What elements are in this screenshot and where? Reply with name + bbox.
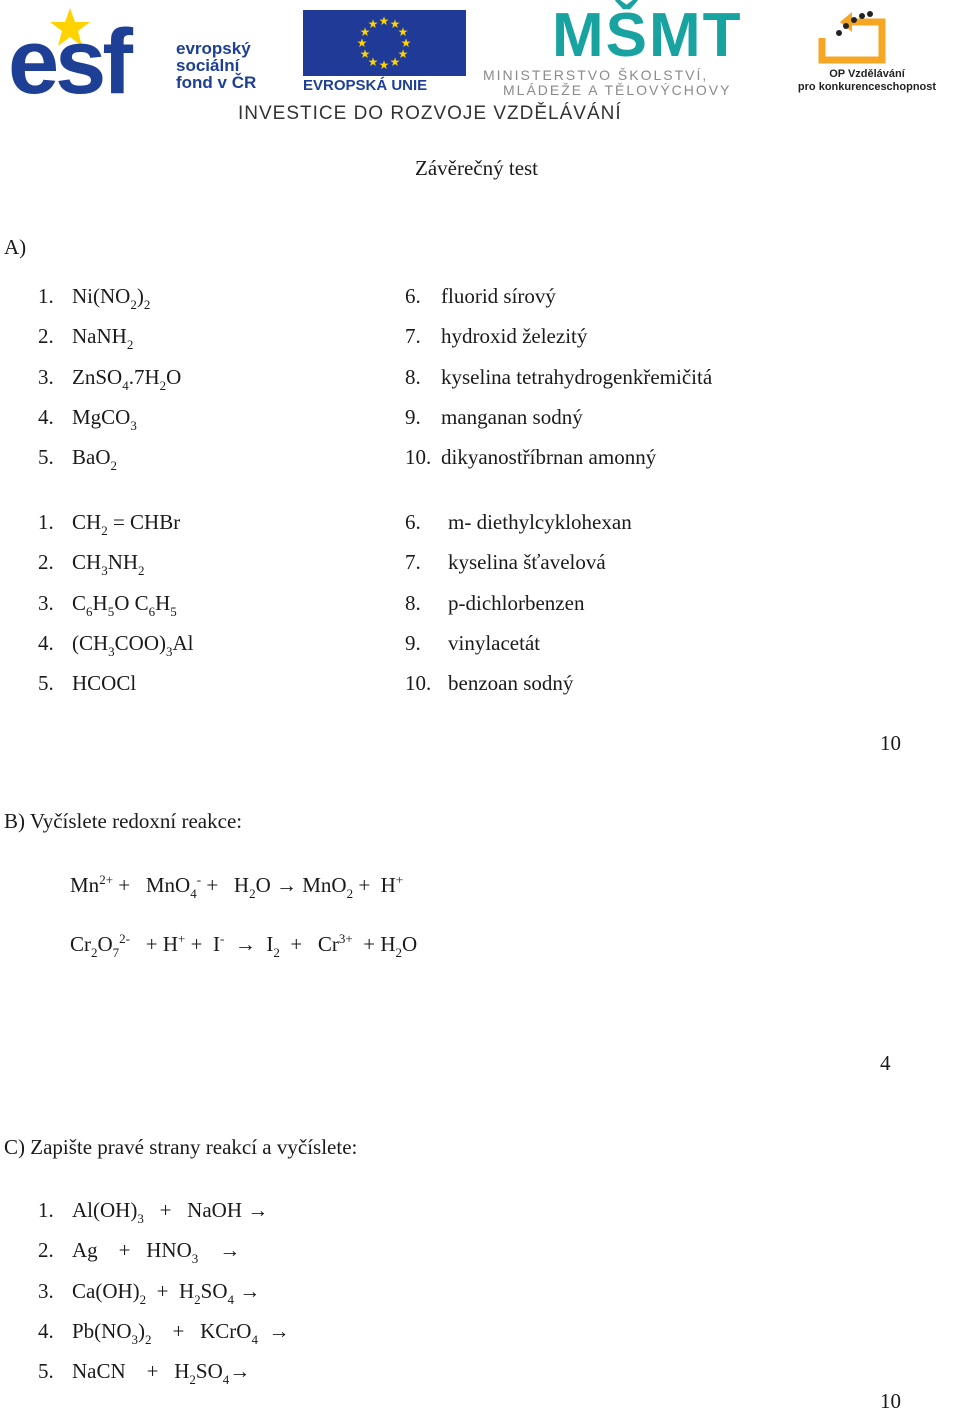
formula-part: → xyxy=(229,1359,251,1384)
formula-part: Mn xyxy=(70,873,100,897)
msmt-line-1: MINISTERSTVO ŠKOLSTVÍ, xyxy=(483,67,709,83)
item-number: 2. xyxy=(38,324,54,349)
formula-part: + I xyxy=(185,932,220,956)
item-number: 4. xyxy=(38,1318,54,1343)
list-item xyxy=(72,1318,290,1347)
formula-part: NaCN + H xyxy=(72,1359,190,1384)
banner-text: INVESTICE DO ROZVOJE VZDĚLÁVÁNÍ xyxy=(238,103,622,124)
list-item: benzoan sodný xyxy=(448,671,574,696)
formula-part: Pb(NO xyxy=(72,1318,132,1343)
formula-part: H xyxy=(92,590,108,615)
msmt-line-2: MLÁDEŽE A TĚLOVÝCHOVY xyxy=(503,82,732,98)
item-number: 3. xyxy=(38,364,54,389)
list-item xyxy=(72,550,145,579)
op-text xyxy=(776,68,958,94)
formula-part: O xyxy=(97,932,113,956)
esf-line-1: evropský xyxy=(176,39,251,58)
formula-part: MgCO xyxy=(72,404,131,429)
list-item xyxy=(72,1359,251,1388)
section-b-label: B) Vyčíslete redoxní reakce: xyxy=(4,809,243,833)
formula-part: Ag + HNO xyxy=(72,1238,192,1263)
formula-part: Ni(NO xyxy=(72,284,131,308)
list-item xyxy=(72,1198,269,1226)
formula-part: 2 xyxy=(346,886,354,901)
eu-star-icon: ★ xyxy=(359,47,371,61)
eu-star-icon: ★ xyxy=(359,25,371,39)
formula-part: 5 xyxy=(170,603,177,619)
list-item: dikyanostříbrnan amonný xyxy=(441,445,657,470)
redox-reaction xyxy=(70,872,404,901)
list-item xyxy=(72,284,151,312)
list-item: kyselina šťavelová xyxy=(448,550,606,575)
formula-part: (CH xyxy=(72,630,109,655)
formula-part: 3 xyxy=(130,417,137,433)
item-number: 3. xyxy=(38,1278,54,1303)
formula-part: O xyxy=(402,932,418,956)
item-number: 4. xyxy=(38,404,54,429)
formula-part: 2 xyxy=(139,1291,147,1307)
formula-part: 2+ xyxy=(99,872,114,887)
eu-star-icon: ★ xyxy=(389,16,401,31)
formula-part: 3 xyxy=(131,1331,139,1347)
list-item xyxy=(72,364,182,393)
formula-part: 2 xyxy=(126,337,134,353)
formula-part: + H xyxy=(146,1278,195,1303)
eu-label: EVROPSKÁ UNIE xyxy=(303,77,428,94)
eu-star-icon: ★ xyxy=(356,36,368,50)
formula-part: C xyxy=(72,590,87,615)
formula-part: 2 xyxy=(145,1331,152,1347)
formula-part: → xyxy=(198,1238,241,1263)
formula-part: = CHBr xyxy=(107,510,181,534)
formula-part: - xyxy=(196,872,202,887)
eu-star-icon: ★ xyxy=(389,55,401,70)
formula-part: BaO xyxy=(72,445,111,470)
list-item xyxy=(72,1278,261,1307)
formula-part: + KCrO xyxy=(151,1318,252,1343)
formula-part: + H xyxy=(130,932,179,956)
formula-part: 3 xyxy=(137,1211,144,1226)
formula-part: + NaOH → xyxy=(143,1198,269,1222)
formula-part: 2 xyxy=(249,886,256,901)
item-number: 7. xyxy=(405,324,421,349)
item-number: 8. xyxy=(405,590,421,615)
formula-part: O → MnO xyxy=(255,873,347,897)
formula-part: Al xyxy=(172,630,194,655)
formula-part: COO) xyxy=(114,630,167,655)
formula-part: CH xyxy=(72,510,102,534)
formula-part: 2- xyxy=(119,931,131,946)
formula-part: + xyxy=(395,872,404,887)
esf-logo xyxy=(8,8,168,113)
msmt-text xyxy=(483,68,731,98)
item-number: 5. xyxy=(38,445,54,470)
formula-part: 5 xyxy=(107,603,115,619)
formula-part: HCOCl xyxy=(72,671,137,696)
formula-part: 2 xyxy=(138,563,145,579)
formula-part: 2 xyxy=(110,458,117,474)
formula-part: 4 xyxy=(122,377,129,393)
formula-part: .7H xyxy=(128,364,160,389)
formula-part: + xyxy=(178,931,186,946)
formula-part: 6 xyxy=(86,603,93,619)
item-number: 7. xyxy=(405,550,421,575)
item-number: 1. xyxy=(38,510,54,534)
list-item xyxy=(72,404,137,433)
item-number: 6. xyxy=(405,284,421,308)
esf-line-2: sociální xyxy=(176,56,240,75)
formula-part: 2 xyxy=(273,945,280,960)
eu-stars-icon xyxy=(303,10,466,76)
list-item xyxy=(72,590,177,619)
item-number: 1. xyxy=(38,284,54,308)
formula-part: 3 xyxy=(166,643,173,659)
formula-part: 4 xyxy=(251,1331,258,1347)
eu-star-icon: ★ xyxy=(397,25,409,39)
formula-part: + MnO xyxy=(113,873,191,897)
item-number: 10. xyxy=(405,671,432,696)
formula-part: 7 xyxy=(112,945,120,960)
eu-star-icon: ★ xyxy=(367,55,379,70)
formula-part: Al(OH) xyxy=(72,1198,138,1222)
formula-part: 2 xyxy=(159,377,167,393)
op-line-2: pro konkurenceschopnost xyxy=(797,81,937,93)
item-number: 8. xyxy=(405,364,421,389)
list-item xyxy=(72,324,134,353)
section-a-label: A) xyxy=(4,235,27,259)
list-item xyxy=(72,510,181,538)
formula-part: 2 xyxy=(130,297,137,312)
list-item: m- diethylcyklohexan xyxy=(448,510,632,534)
item-number: 9. xyxy=(405,404,421,429)
list-item xyxy=(72,1238,241,1267)
section-a-points: 10 xyxy=(880,731,901,755)
formula-part: → xyxy=(234,1278,261,1303)
list-item: p-dichlorbenzen xyxy=(448,590,585,615)
formula-part: 2 xyxy=(189,1372,196,1388)
list-item xyxy=(72,671,136,695)
item-number: 4. xyxy=(38,630,54,655)
formula-part: + H xyxy=(201,873,250,897)
formula-part: 2 xyxy=(395,945,403,960)
op-line-1: OP Vzdělávání xyxy=(829,68,905,80)
item-number: 10. xyxy=(405,445,432,470)
formula-part: 4 xyxy=(190,886,197,901)
formula-part: 2 xyxy=(194,1291,201,1307)
formula-part: + Cr xyxy=(279,932,339,956)
item-number: 9. xyxy=(405,630,421,655)
formula-part: 4 xyxy=(222,1372,230,1388)
formula-part: SO xyxy=(200,1278,228,1303)
redox-reaction xyxy=(70,931,418,960)
eu-star-icon: ★ xyxy=(397,47,409,61)
eu-star-icon: ★ xyxy=(378,14,390,28)
list-item: hydroxid železitý xyxy=(441,324,588,349)
formula-part: 3+ xyxy=(338,931,353,946)
formula-part: Cr xyxy=(70,932,91,956)
eu-star-icon: ★ xyxy=(367,16,379,31)
list-item: manganan sodný xyxy=(441,404,583,429)
formula-part: 4 xyxy=(227,1291,235,1307)
list-item: vinylacetát xyxy=(448,630,541,655)
item-number: 6. xyxy=(405,510,421,534)
formula-part: O xyxy=(166,364,182,389)
section-c-points: 10 xyxy=(880,1389,901,1413)
formula-part: + H xyxy=(353,873,396,897)
formula-part: 3 xyxy=(191,1251,199,1267)
formula-part: 6 xyxy=(148,603,156,619)
page-title: Závěrečný test xyxy=(415,156,539,180)
formula-part: CH xyxy=(72,550,102,575)
section-b-points: 4 xyxy=(880,1051,891,1075)
formula-part: 2 xyxy=(101,523,108,538)
formula-part: - xyxy=(219,931,225,946)
item-number: 5. xyxy=(38,1359,54,1384)
formula-part: NaNH xyxy=(72,324,127,349)
formula-part: H xyxy=(155,590,171,615)
item-number: 2. xyxy=(38,1238,54,1263)
item-number: 5. xyxy=(38,671,54,696)
formula-part: SO xyxy=(195,1359,223,1384)
formula-part: ) xyxy=(136,284,144,308)
list-item: fluorid sírový xyxy=(441,284,556,308)
item-number: 1. xyxy=(38,1198,54,1222)
list-item: kyselina tetrahydrogenkřemičitá xyxy=(441,364,713,389)
item-number: 3. xyxy=(38,590,54,615)
eu-flag xyxy=(303,10,466,76)
formula-part: O C xyxy=(114,590,149,615)
item-number: 2. xyxy=(38,550,54,575)
formula-part: ) xyxy=(138,1318,146,1343)
formula-part: + H xyxy=(352,932,396,956)
formula-part: → I xyxy=(224,932,274,956)
eu-star-icon: ★ xyxy=(378,58,390,72)
op-logo-icon xyxy=(812,8,892,66)
list-item xyxy=(72,630,194,659)
formula-part: → xyxy=(257,1318,290,1343)
msmt-logo: MŠMT xyxy=(552,1,743,70)
formula-part: 2 xyxy=(143,297,151,312)
formula-part: 3 xyxy=(108,643,115,659)
formula-part: ZnSO xyxy=(72,364,123,389)
eu-star-icon: ★ xyxy=(400,36,412,50)
formula-part: 2 xyxy=(91,945,98,960)
esf-wordmark: esf xyxy=(8,11,129,113)
esf-line-3: fond v ČR xyxy=(176,73,257,92)
esf-text xyxy=(176,40,256,91)
formula-part: 3 xyxy=(101,563,108,579)
section-c-label: C) Zapište pravé strany reakcí a vyčíslete: xyxy=(4,1135,358,1159)
formula-part: NH xyxy=(107,550,139,575)
list-item xyxy=(72,445,117,474)
formula-part: Ca(OH) xyxy=(72,1278,140,1303)
